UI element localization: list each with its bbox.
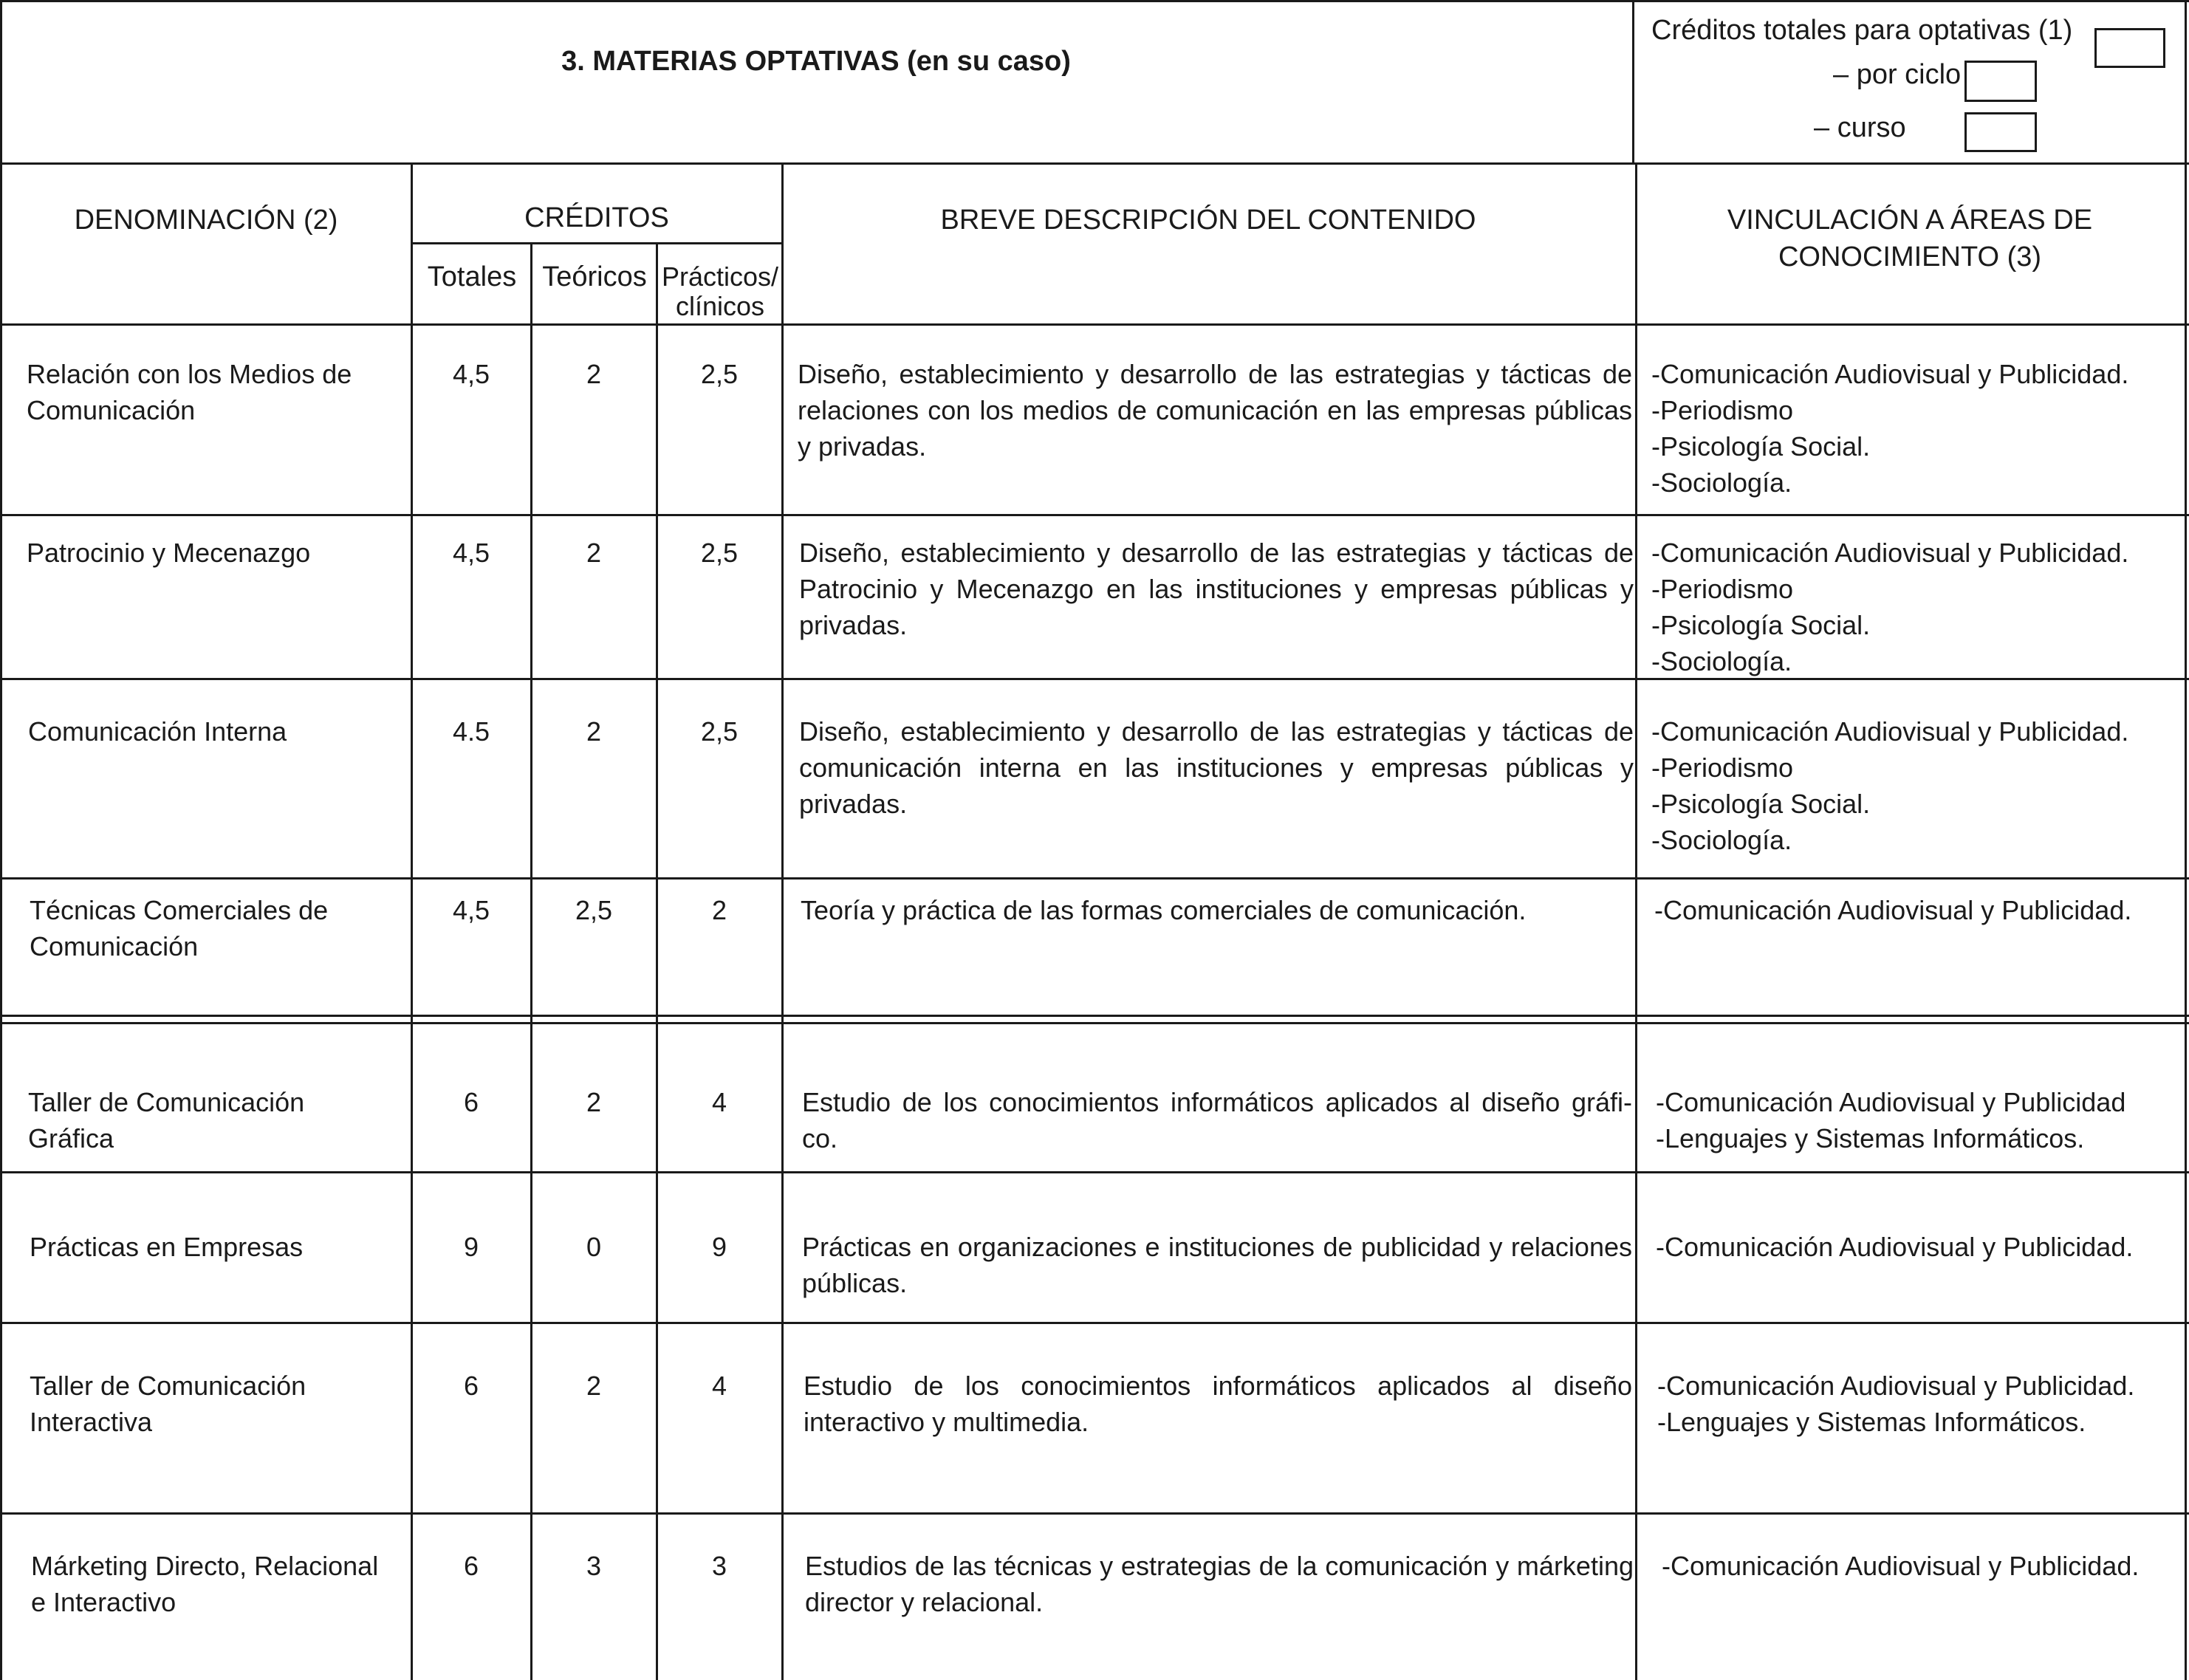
col-line-2 [530, 242, 532, 1680]
row5-name: Taller de Comunicación Gráfica [28, 1087, 305, 1153]
row8-area-1: -Comunicación Audiovisual y Publicidad. [1662, 1551, 2140, 1581]
row5-areas [1656, 1084, 2183, 1156]
row1-areas [1651, 356, 2183, 501]
col-vinculacion-line1: VINCULACIÓN A ÁREAS DE [1727, 205, 2093, 236]
row1-descripcion: Diseño, establecimiento y desarrollo de las estrategias y tácticas de relaciones con los medios de comunicación en las empresas públicas y privadas. [798, 359, 1632, 462]
row3-area-4: -Sociología. [1651, 825, 1792, 855]
row8-name: Márketing Directo, Relacional e Interactivo [31, 1551, 379, 1617]
col-totales: Totales [427, 261, 517, 292]
col-creditos: CRÉDITOS [524, 202, 669, 233]
row3-descripcion: Diseño, establecimiento y desarrollo de las estrategias y tácticas de comunicación interna en las instituciones y empresas públicas y privadas. [799, 716, 1634, 819]
header-top-line [0, 162, 2189, 165]
row-sep-6 [0, 1322, 2189, 1324]
row6-totales: 9 [463, 1232, 479, 1262]
row7-totales: 6 [463, 1371, 479, 1401]
frame-left [0, 0, 2, 1680]
row8-practicos: 3 [711, 1551, 727, 1581]
credits-total-label: Créditos totales para optativas (1) [1651, 15, 2073, 46]
col-vinculacion [1634, 202, 2186, 275]
row4-totales: 4,5 [452, 895, 490, 925]
row5-area-2: -Lenguajes y Sistemas Informáticos. [1656, 1123, 2085, 1153]
row1-area-3: -Psicología Social. [1651, 431, 1871, 462]
row8-teoricos: 3 [586, 1551, 602, 1581]
row-sep-1 [0, 514, 2189, 516]
col-teoricos: Teóricos [542, 261, 647, 292]
creditos-sub-line [411, 242, 781, 244]
row2-area-2: -Periodismo [1651, 574, 1794, 604]
row3-area-3: -Psicología Social. [1651, 789, 1871, 819]
row7-areas [1657, 1368, 2183, 1440]
col-practicos [657, 262, 783, 321]
per-cycle-label: – por ciclo [1833, 59, 1962, 90]
per-course-label: – curso [1814, 112, 1906, 143]
row5-teoricos: 2 [586, 1087, 602, 1117]
row4-descripcion: Teoría y práctica de las formas comerciales de comunicación. [801, 895, 1527, 925]
row7-descripcion: Estudio de los conocimientos informáticos aplicados al diseño interactivo y multimedia. [804, 1371, 1632, 1437]
credits-total-box[interactable] [2094, 28, 2165, 68]
row7-area-1: -Comunicación Audiovisual y Publicidad. [1657, 1371, 2135, 1401]
row8-totales: 6 [463, 1551, 479, 1581]
row2-area-3: -Psicología Social. [1651, 610, 1871, 640]
row3-area-2: -Periodismo [1651, 752, 1794, 783]
row2-teoricos: 2 [586, 538, 602, 568]
row7-name: Taller de Comunicación Interactiva [30, 1371, 306, 1437]
row6-practicos: 9 [711, 1232, 727, 1262]
row5-practicos: 4 [711, 1087, 727, 1117]
row3-totales: 4.5 [452, 716, 490, 747]
col-descripcion: BREVE DESCRIPCIÓN DEL CONTENIDO [940, 205, 1476, 236]
section-title: 3. MATERIAS OPTATIVAS (en su caso) [561, 46, 1071, 77]
frame-top [0, 0, 2189, 2]
row7-area-2: -Lenguajes y Sistemas Informáticos. [1657, 1407, 2086, 1437]
row2-descripcion: Diseño, establecimiento y desarrollo de las estrategias y tácticas de Patrocinio y Mecenazgo en las instituciones y empresas públicas y privadas. [799, 538, 1634, 640]
row4-area-1: -Comunicación Audiovisual y Publicidad. [1654, 895, 2132, 925]
col-line-3 [656, 242, 658, 1680]
row7-teoricos: 2 [586, 1371, 602, 1401]
row3-teoricos: 2 [586, 716, 602, 747]
row1-practicos: 2,5 [700, 359, 739, 389]
row-sep-4a [0, 1015, 2189, 1017]
row5-totales: 6 [463, 1087, 479, 1117]
row2-totales: 4,5 [452, 538, 490, 568]
row4-areas [1654, 892, 2183, 928]
row4-practicos: 2 [711, 895, 727, 925]
col-line-4 [781, 162, 784, 1680]
row8-descripcion: Estudios de las técnicas y estrategias de la comunicación y márketing director y relacional. [805, 1551, 1634, 1617]
row3-name: Comunicación Interna [28, 716, 287, 747]
col-vinculacion-line2: CONOCIMIENTO (3) [1778, 241, 2042, 272]
row1-totales: 4,5 [452, 359, 490, 389]
row1-area-2: -Periodismo [1651, 395, 1794, 425]
row1-area-1: -Comunicación Audiovisual y Publicidad. [1651, 359, 2129, 389]
row8-areas [1662, 1548, 2183, 1584]
row2-area-1: -Comunicación Audiovisual y Publicidad. [1651, 538, 2129, 568]
row6-descripcion: Prácticas en organizaciones e instituciones de publicidad y relaciones públicas. [802, 1232, 1632, 1298]
row5-descripcion: Estudio de los conocimientos informáticos aplicados al diseño gráfi- co. [802, 1087, 1632, 1153]
row-sep-5 [0, 1171, 2189, 1173]
per-course-box[interactable] [1964, 112, 2037, 152]
row4-teoricos: 2,5 [575, 895, 613, 925]
row6-name: Prácticas en Empresas [30, 1232, 304, 1262]
col-practicos-line1: Prácticos/ [661, 261, 779, 292]
row7-practicos: 4 [711, 1371, 727, 1401]
row1-teoricos: 2 [586, 359, 602, 389]
row3-practicos: 2,5 [700, 716, 739, 747]
row4-name: Técnicas Comerciales de Comunicación [30, 895, 329, 961]
col-denominacion: DENOMINACIÓN (2) [74, 205, 338, 236]
header-bottom-line [0, 323, 2189, 326]
col-line-5 [1635, 162, 1637, 1680]
row3-area-1: -Comunicación Audiovisual y Publicidad. [1651, 716, 2129, 747]
title-divider [1632, 0, 1634, 164]
row1-area-4: -Sociología. [1651, 467, 1792, 498]
row6-areas [1656, 1229, 2183, 1265]
row-sep-7 [0, 1512, 2189, 1515]
row5-area-1: -Comunicación Audiovisual y Publicidad [1656, 1087, 2126, 1117]
col-practicos-line2: clínicos [675, 291, 765, 321]
row-sep-3 [0, 877, 2189, 880]
row2-areas [1651, 535, 2183, 679]
per-cycle-box[interactable] [1964, 61, 2037, 102]
row2-area-4: -Sociología. [1651, 646, 1792, 676]
row2-practicos: 2,5 [700, 538, 739, 568]
row6-area-1: -Comunicación Audiovisual y Publicidad. [1656, 1232, 2134, 1262]
row2-name: Patrocinio y Mecenazgo [27, 538, 311, 568]
row6-teoricos: 0 [586, 1232, 602, 1262]
row1-name: Relación con los Medios de Comunicación [27, 359, 352, 425]
row3-areas [1651, 713, 2183, 858]
row-sep-4b [0, 1022, 2189, 1024]
